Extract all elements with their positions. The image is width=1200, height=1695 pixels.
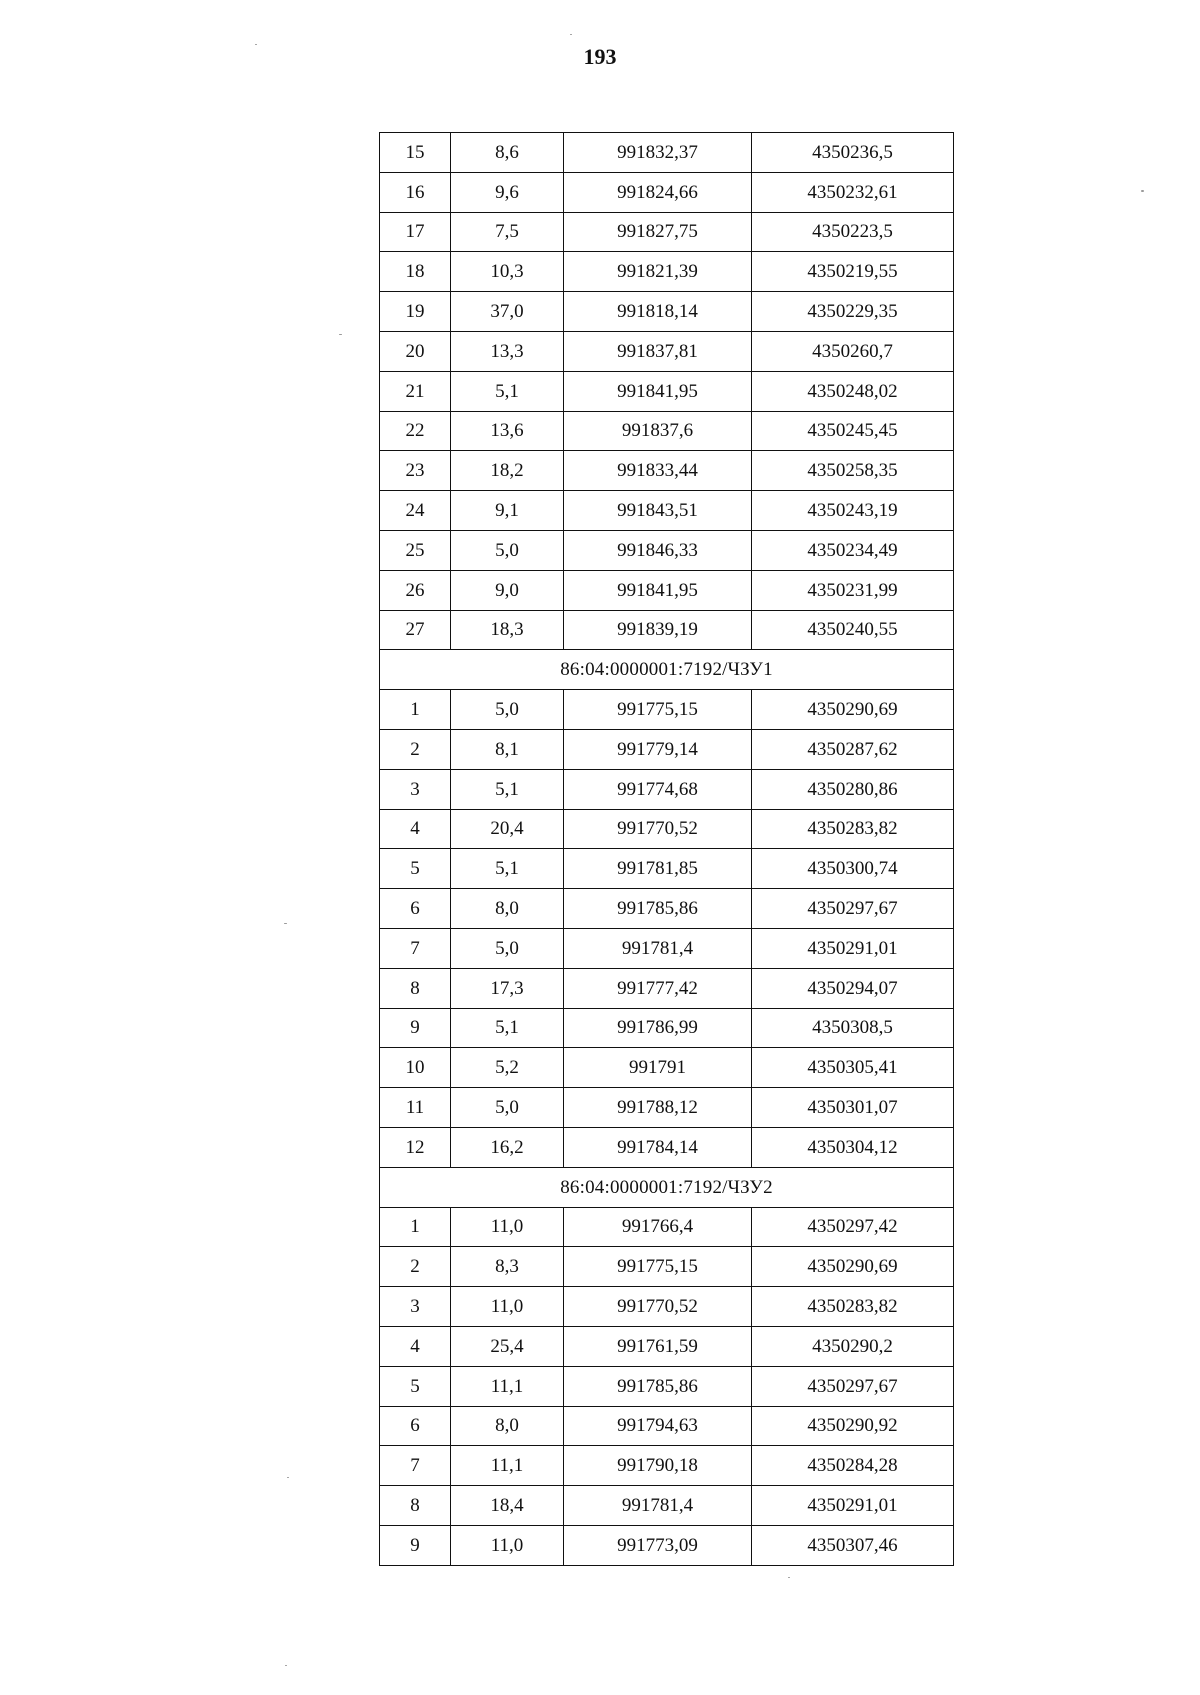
y-coordinate-cell: 4350243,19 (752, 491, 954, 531)
y-coordinate-cell: 4350290,69 (752, 690, 954, 730)
table-row (380, 1127, 954, 1167)
point-number-cell: 22 (380, 411, 451, 451)
page-number: 193 (583, 44, 617, 69)
y-coordinate-cell: 4350297,67 (752, 889, 954, 929)
point-number-cell: 5 (380, 1366, 451, 1406)
x-coordinate-cell: 991791 (564, 1048, 752, 1088)
distance-cell: 11,0 (451, 1287, 564, 1327)
table-row (380, 968, 954, 1008)
x-coordinate-cell: 991777,42 (564, 968, 752, 1008)
y-coordinate-cell: 4350236,5 (752, 133, 954, 173)
x-coordinate-cell: 991837,6 (564, 411, 752, 451)
distance-cell: 5,1 (451, 849, 564, 889)
scan-speck (788, 1577, 790, 1578)
distance-cell: 11,1 (451, 1366, 564, 1406)
distance-cell: 10,3 (451, 252, 564, 292)
distance-cell: 18,4 (451, 1486, 564, 1526)
y-coordinate-cell: 4350294,07 (752, 968, 954, 1008)
y-coordinate-cell: 4350223,5 (752, 212, 954, 252)
point-number-cell: 16 (380, 172, 451, 212)
x-coordinate-cell: 991841,95 (564, 371, 752, 411)
x-coordinate-cell: 991781,85 (564, 849, 752, 889)
table-row (380, 133, 954, 173)
point-number-cell: 11 (380, 1088, 451, 1128)
distance-cell: 8,6 (451, 133, 564, 173)
distance-cell: 18,3 (451, 610, 564, 650)
point-number-cell: 23 (380, 451, 451, 491)
table-row (380, 729, 954, 769)
y-coordinate-cell: 4350291,01 (752, 1486, 954, 1526)
distance-cell: 25,4 (451, 1326, 564, 1366)
point-number-cell: 21 (380, 371, 451, 411)
table-row (380, 1088, 954, 1128)
y-coordinate-cell: 4350308,5 (752, 1008, 954, 1048)
table-row (380, 491, 954, 531)
point-number-cell: 9 (380, 1008, 451, 1048)
distance-cell: 16,2 (451, 1127, 564, 1167)
table-row (380, 1008, 954, 1048)
distance-cell: 5,0 (451, 690, 564, 730)
point-number-cell: 24 (380, 491, 451, 531)
y-coordinate-cell: 4350291,01 (752, 928, 954, 968)
distance-cell: 9,0 (451, 570, 564, 610)
y-coordinate-cell: 4350240,55 (752, 610, 954, 650)
table-row (380, 1247, 954, 1287)
point-number-cell: 6 (380, 889, 451, 929)
table-row (380, 1525, 954, 1565)
y-coordinate-cell: 4350219,55 (752, 252, 954, 292)
y-coordinate-cell: 4350283,82 (752, 809, 954, 849)
point-number-cell: 1 (380, 690, 451, 730)
y-coordinate-cell: 4350232,61 (752, 172, 954, 212)
point-number-cell: 2 (380, 729, 451, 769)
x-coordinate-cell: 991788,12 (564, 1088, 752, 1128)
table-row (380, 928, 954, 968)
scan-speck (285, 1665, 287, 1666)
x-coordinate-cell: 991761,59 (564, 1326, 752, 1366)
table-row (380, 1366, 954, 1406)
x-coordinate-cell: 991843,51 (564, 491, 752, 531)
y-coordinate-cell: 4350297,42 (752, 1207, 954, 1247)
table-row (380, 570, 954, 610)
y-coordinate-cell: 4350307,46 (752, 1525, 954, 1565)
x-coordinate-cell: 991775,15 (564, 1247, 752, 1287)
x-coordinate-cell: 991775,15 (564, 690, 752, 730)
table-row (380, 1326, 954, 1366)
y-coordinate-cell: 4350248,02 (752, 371, 954, 411)
distance-cell: 11,0 (451, 1525, 564, 1565)
x-coordinate-cell: 991846,33 (564, 530, 752, 570)
y-coordinate-cell: 4350300,74 (752, 849, 954, 889)
table-row (380, 172, 954, 212)
y-coordinate-cell: 4350283,82 (752, 1287, 954, 1327)
x-coordinate-cell: 991785,86 (564, 1366, 752, 1406)
scan-speck (570, 34, 572, 35)
point-number-cell: 15 (380, 133, 451, 173)
table-row (380, 1287, 954, 1327)
x-coordinate-cell: 991818,14 (564, 292, 752, 332)
x-coordinate-cell: 991824,66 (564, 172, 752, 212)
x-coordinate-cell: 991827,75 (564, 212, 752, 252)
x-coordinate-cell: 991839,19 (564, 610, 752, 650)
scan-speck (287, 1477, 289, 1478)
x-coordinate-cell: 991832,37 (564, 133, 752, 173)
table-row (380, 212, 954, 252)
point-number-cell: 7 (380, 1446, 451, 1486)
distance-cell: 11,1 (451, 1446, 564, 1486)
distance-cell: 5,0 (451, 530, 564, 570)
x-coordinate-cell: 991779,14 (564, 729, 752, 769)
table-row (380, 530, 954, 570)
point-number-cell: 8 (380, 968, 451, 1008)
point-number-cell: 1 (380, 1207, 451, 1247)
y-coordinate-cell: 4350280,86 (752, 769, 954, 809)
point-number-cell: 3 (380, 769, 451, 809)
table-row (380, 1048, 954, 1088)
distance-cell: 18,2 (451, 451, 564, 491)
x-coordinate-cell: 991837,81 (564, 331, 752, 371)
table-row (380, 252, 954, 292)
point-number-cell: 7 (380, 928, 451, 968)
section-header-row (380, 650, 954, 690)
x-coordinate-cell: 991833,44 (564, 451, 752, 491)
x-coordinate-cell: 991841,95 (564, 570, 752, 610)
distance-cell: 5,1 (451, 371, 564, 411)
distance-cell: 8,0 (451, 1406, 564, 1446)
x-coordinate-cell: 991821,39 (564, 252, 752, 292)
distance-cell: 8,0 (451, 889, 564, 929)
table-row (380, 769, 954, 809)
table-row (380, 1446, 954, 1486)
y-coordinate-cell: 4350290,92 (752, 1406, 954, 1446)
table-row (380, 411, 954, 451)
y-coordinate-cell: 4350290,69 (752, 1247, 954, 1287)
x-coordinate-cell: 991781,4 (564, 1486, 752, 1526)
section-header-row (380, 1167, 954, 1207)
distance-cell: 7,5 (451, 212, 564, 252)
table-row (380, 1406, 954, 1446)
distance-cell: 5,1 (451, 769, 564, 809)
point-number-cell: 18 (380, 252, 451, 292)
distance-cell: 20,4 (451, 809, 564, 849)
y-coordinate-cell: 4350287,62 (752, 729, 954, 769)
y-coordinate-cell: 4350304,12 (752, 1127, 954, 1167)
point-number-cell: 9 (380, 1525, 451, 1565)
point-number-cell: 27 (380, 610, 451, 650)
table-row (380, 292, 954, 332)
distance-cell: 37,0 (451, 292, 564, 332)
y-coordinate-cell: 4350305,41 (752, 1048, 954, 1088)
table-row (380, 889, 954, 929)
table-row (380, 1486, 954, 1526)
table-row (380, 610, 954, 650)
distance-cell: 8,1 (451, 729, 564, 769)
point-number-cell: 4 (380, 1326, 451, 1366)
coordinates-table-body (380, 133, 954, 1566)
y-coordinate-cell: 4350229,35 (752, 292, 954, 332)
x-coordinate-cell: 991770,52 (564, 1287, 752, 1327)
x-coordinate-cell: 991770,52 (564, 809, 752, 849)
point-number-cell: 20 (380, 331, 451, 371)
distance-cell: 11,0 (451, 1207, 564, 1247)
scan-speck (339, 334, 342, 335)
point-number-cell: 26 (380, 570, 451, 610)
table-row (380, 1207, 954, 1247)
y-coordinate-cell: 4350297,67 (752, 1366, 954, 1406)
point-number-cell: 12 (380, 1127, 451, 1167)
y-coordinate-cell: 4350234,49 (752, 530, 954, 570)
scan-speck (284, 923, 287, 924)
coordinates-table (379, 132, 954, 1566)
x-coordinate-cell: 991781,4 (564, 928, 752, 968)
distance-cell: 5,2 (451, 1048, 564, 1088)
distance-cell: 8,3 (451, 1247, 564, 1287)
point-number-cell: 8 (380, 1486, 451, 1526)
x-coordinate-cell: 991784,14 (564, 1127, 752, 1167)
scan-speck (1141, 190, 1144, 192)
point-number-cell: 19 (380, 292, 451, 332)
y-coordinate-cell: 4350231,99 (752, 570, 954, 610)
distance-cell: 13,6 (451, 411, 564, 451)
x-coordinate-cell: 991774,68 (564, 769, 752, 809)
table-row (380, 331, 954, 371)
x-coordinate-cell: 991790,18 (564, 1446, 752, 1486)
table-row (380, 451, 954, 491)
point-number-cell: 25 (380, 530, 451, 570)
x-coordinate-cell: 991794,63 (564, 1406, 752, 1446)
x-coordinate-cell: 991785,86 (564, 889, 752, 929)
point-number-cell: 10 (380, 1048, 451, 1088)
y-coordinate-cell: 4350258,35 (752, 451, 954, 491)
x-coordinate-cell: 991773,09 (564, 1525, 752, 1565)
y-coordinate-cell: 4350260,7 (752, 331, 954, 371)
table-row (380, 849, 954, 889)
point-number-cell: 6 (380, 1406, 451, 1446)
y-coordinate-cell: 4350284,28 (752, 1446, 954, 1486)
distance-cell: 17,3 (451, 968, 564, 1008)
point-number-cell: 17 (380, 212, 451, 252)
y-coordinate-cell: 4350290,2 (752, 1326, 954, 1366)
table-row (380, 690, 954, 730)
distance-cell: 9,1 (451, 491, 564, 531)
table-row (380, 809, 954, 849)
y-coordinate-cell: 4350245,45 (752, 411, 954, 451)
section-label: 86:04:0000001:7192/ЧЗУ2 (380, 1167, 954, 1207)
section-label: 86:04:0000001:7192/ЧЗУ1 (380, 650, 954, 690)
x-coordinate-cell: 991786,99 (564, 1008, 752, 1048)
distance-cell: 9,6 (451, 172, 564, 212)
distance-cell: 5,0 (451, 1088, 564, 1128)
point-number-cell: 5 (380, 849, 451, 889)
y-coordinate-cell: 4350301,07 (752, 1088, 954, 1128)
table-row (380, 371, 954, 411)
scan-speck (255, 44, 257, 45)
point-number-cell: 2 (380, 1247, 451, 1287)
x-coordinate-cell: 991766,4 (564, 1207, 752, 1247)
point-number-cell: 3 (380, 1287, 451, 1327)
distance-cell: 5,1 (451, 1008, 564, 1048)
point-number-cell: 4 (380, 809, 451, 849)
distance-cell: 13,3 (451, 331, 564, 371)
distance-cell: 5,0 (451, 928, 564, 968)
